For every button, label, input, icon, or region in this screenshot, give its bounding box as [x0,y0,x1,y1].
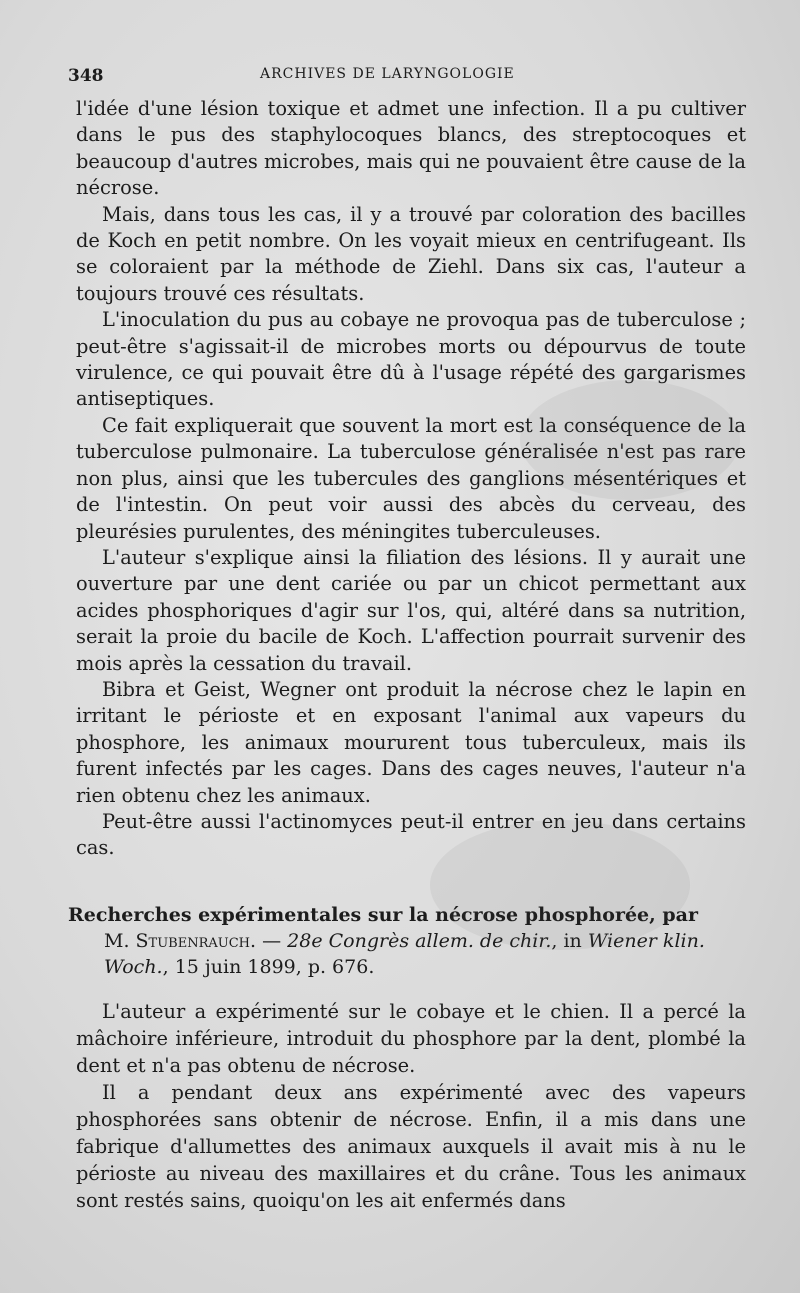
citation-dash: — [256,929,288,952]
citation-journal: Wiener klin. Woch. [104,929,705,978]
article-body [76,96,746,862]
page-number: 348 [68,66,104,86]
paragraph: Ce fait expliquerait que souvent la mort est la conséquence de la tuberculose pulmonaire. La tuberculose généralisée n'est pas rare non plus, ainsi que les tubercules des ganglions mésentériques et de l'intestin. On peut voir aussi des abcès du cerveau, des pleurésies purulentes, des méningites tuberculeuses. [76,413,746,543]
citation-date: , 15 juin 1899, p. 676. [162,955,375,978]
paragraph: Bibra et Geist, Wegner ont produit la nécrose chez le lapin en irritant le périoste et en exposant l'animal aux vapeurs du phosphore, les animaux moururent tous tuberculeux, mais ils furent infectés par les cages. Dans des cages neuves, l'auteur n'a rien obtenu chez les animaux. [76,677,746,807]
section-citation [76,928,746,980]
paragraph: L'auteur a expérimenté sur le cobaye et le chien. Il a percé la mâchoire inférieure, introduit du phosphore par la dent, plombé la dent et n'a pas obtenu de nécrose. [76,999,746,1077]
paragraph: l'idée d'une lésion toxique et admet une infection. Il a pu cultiver dans le pus des staphylocoques blancs, des streptocoques et beaucoup d'autres microbes, mais qui ne pouvaient être cause de la nécrose. [76,97,746,200]
section-heading: Recherches expérimentales sur la nécrose phosphorée, par [68,903,698,926]
page-header [68,60,746,96]
paragraph: Mais, dans tous les cas, il y a trouvé par coloration des bacilles de Koch en petit nombre. On les voyait mieux en centrifugeant. Ils se coloraient par la méthode de Ziehl. Dans six cas, l'auteur a toujours trouvé ces résultats. [76,202,746,305]
paragraph: L'inoculation du pus au cobaye ne provoqua pas de tuberculose ; peut-être s'agissait-il de microbes morts ou dépourvus de toute virulence, ce qui pouvait être dû à l'usage répété des gargarismes antiseptiques. [76,308,746,411]
citation-author: M. Stubenrauch. [104,929,257,952]
paragraph: Peut-être aussi l'actinomyces peut-il entrer en jeu dans certains cas. [76,809,746,860]
citation-congress: 28e Congrès allem. de chir. [287,929,552,952]
citation-in: , in [551,929,588,952]
section-body [76,998,746,1214]
running-title: ARCHIVES DE LARYNGOLOGIE [260,66,515,82]
paragraph: L'auteur s'explique ainsi la filiation des lésions. Il y aurait une ouverture par une dent cariée ou par un chicot permettant aux acides phosphoriques d'agir sur l'os, qui, altéré dans sa nutrition, serait la proie du bacile de Koch. L'affection pourrait survenir des mois après la cessation du travail. [76,545,746,675]
paragraph: Il a pendant deux ans expérimenté avec des vapeurs phosphorées sans obtenir de nécrose. Enfin, il a mis dans une fabrique d'allumettes des animaux auxquels il avait mis à nu le périoste au niveau des maxillaires et du crâne. Tous les animaux sont restés sains, quoiqu'on les ait enfermés dans [76,1080,746,1212]
